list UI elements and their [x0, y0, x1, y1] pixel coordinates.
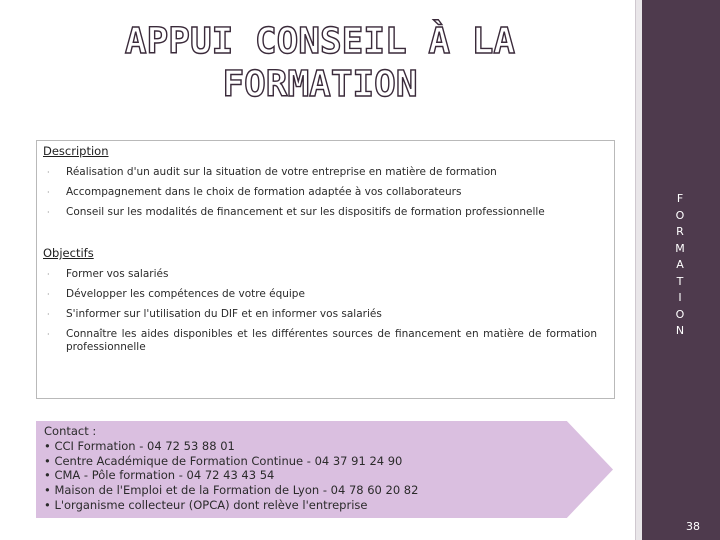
contact-line: • Centre Académique de Formation Continue - 04 37 91 24 90	[44, 453, 403, 468]
contact-block	[44, 424, 418, 513]
list-item: · Former vos salariés	[47, 268, 169, 280]
page-number: 38	[686, 520, 700, 533]
bullet-icon: ·	[47, 330, 50, 339]
contact-line: • CCI Formation - 04 72 53 88 01	[44, 438, 235, 453]
sidebar-letter: I	[678, 291, 682, 304]
sidebar-vertical-word	[670, 191, 690, 340]
contact-line: • L'organisme collecteur (OPCA) dont relève l'entreprise	[44, 497, 368, 512]
bullet-icon: ·	[47, 168, 50, 177]
sidebar-letter: F	[676, 192, 684, 205]
description-list	[37, 166, 597, 219]
description-heading: Description	[43, 144, 109, 158]
bullet-icon: ·	[47, 270, 50, 279]
title-line-2: FORMATION	[222, 64, 418, 105]
sidebar-letter: N	[675, 324, 685, 337]
sidebar-letter: M	[675, 241, 685, 255]
title-line-1: APPUI CONSEIL À LA	[124, 21, 516, 62]
contact-line: • Maison de l'Emploi et de la Formation de Lyon - 04 78 60 20 82	[44, 483, 419, 498]
content-box	[36, 140, 615, 399]
sidebar-letter: R	[676, 225, 684, 238]
bullet-icon: ·	[47, 188, 50, 197]
list-item: · Conseil sur les modalités de financement et sur les dispositifs de formation professionnelle	[47, 206, 545, 218]
sidebar-letter: T	[676, 274, 684, 288]
sidebar-letter: O	[675, 208, 685, 222]
bullet-icon: ·	[47, 290, 50, 299]
objectifs-list	[37, 268, 597, 354]
list-item: · Développer les compétences de votre équipe	[47, 288, 305, 300]
list-item: · Accompagnement dans le choix de formation adaptée à vos collaborateurs	[47, 186, 462, 198]
contact-heading: Contact :	[44, 424, 97, 438]
sidebar-edge	[635, 0, 642, 540]
sidebar-letter: A	[676, 258, 684, 271]
list-item: · Connaître les aides disponibles et les différentes sources de financement en matière de formation professionnelle	[47, 328, 597, 353]
bullet-icon: ·	[47, 310, 50, 319]
list-item: · Réalisation d'un audit sur la situation de votre entreprise en matière de formation	[47, 166, 497, 178]
list-item: · S'informer sur l'utilisation du DIF et en informer vos salariés	[47, 308, 382, 320]
bullet-icon: ·	[47, 208, 50, 217]
objectifs-heading: Objectifs	[43, 246, 94, 260]
slide-title	[60, 20, 580, 106]
contact-line: • CMA - Pôle formation - 04 72 43 43 54	[44, 468, 275, 483]
sidebar-letter: O	[675, 307, 685, 321]
